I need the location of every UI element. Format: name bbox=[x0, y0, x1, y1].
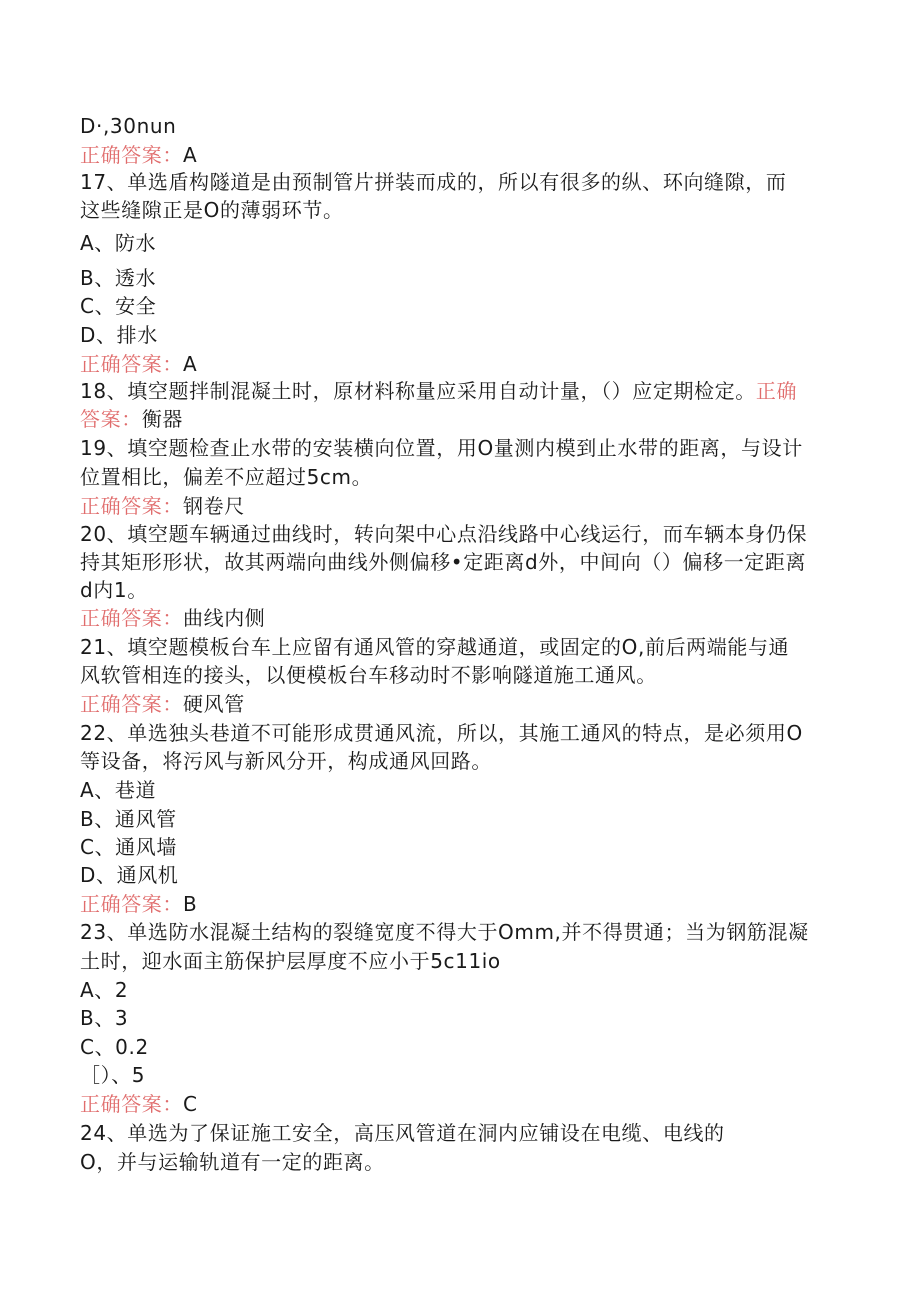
option-b: B、3 bbox=[80, 1006, 129, 1030]
answer-line-17 bbox=[80, 350, 840, 378]
option-a: A、2 bbox=[80, 978, 129, 1002]
answer-value: A bbox=[183, 143, 198, 167]
answer-value: 曲线内侧 bbox=[183, 606, 266, 630]
option-a: A、巷道 bbox=[80, 778, 157, 802]
option-c: C、安全 bbox=[80, 294, 157, 318]
answer-line-18 bbox=[80, 405, 840, 433]
answer-line-20 bbox=[80, 604, 840, 632]
question-20-line-1: 20、填空题车辆通过曲线时，转向架中心点沿线路中心线运行，而车辆本身仍保 bbox=[80, 522, 808, 546]
question-19-line-2: 位置相比，偏差不应超过5cm。 bbox=[80, 465, 373, 489]
answer-label: 正确答案： bbox=[80, 143, 183, 167]
answer-value: C bbox=[183, 1092, 198, 1116]
answer-label: 正确答案： bbox=[80, 892, 183, 916]
question-24-line-1: 24、单选为了保证施工安全，高压风管道在洞内应铺设在电缆、电线的 bbox=[80, 1121, 725, 1145]
answer-label-part: 正确 bbox=[755, 379, 798, 403]
answer-line-23 bbox=[80, 1090, 840, 1118]
question-19-line-1: 19、填空题检查止水带的安装横向位置，用O量测内模到止水带的距离，与设计 bbox=[80, 436, 803, 460]
answer-value: A bbox=[183, 352, 198, 376]
answer-line-22 bbox=[80, 890, 840, 918]
answer-value: 钢卷尺 bbox=[183, 494, 245, 518]
option-d-prev: D·,30nun bbox=[80, 114, 177, 138]
answer-label: 正确答案： bbox=[80, 1092, 183, 1116]
question-21-line-2: 风软管相连的接头，以便模板台车移动时不影响隧道施工通风。 bbox=[80, 663, 657, 687]
answer-line-19 bbox=[80, 492, 840, 520]
question-22-line-1: 22、单选独头巷道不可能形成贯通风流，所以，其施工通风的特点，是必须用O bbox=[80, 721, 803, 745]
answer-line-16 bbox=[80, 141, 840, 169]
question-20-line-2: 持其矩形形状，故其两端向曲线外侧偏移•定距离d外，中间向（）偏移一定距离 bbox=[80, 550, 807, 574]
question-23-line-2: 土时，迎水面主筋保护层厚度不应小于5c11io bbox=[80, 949, 501, 973]
option-b: B、透水 bbox=[80, 266, 157, 290]
question-text: 18、填空题拌制混凝土时，原材料称量应采用自动计量，（）应定期检定。 bbox=[80, 379, 756, 403]
option-b: B、通风管 bbox=[80, 807, 177, 831]
question-21-line-1: 21、填空题模板台车上应留有通风管的穿越通道，或固定的O,前后两端能与通 bbox=[80, 635, 790, 659]
option-c: C、0.2 bbox=[80, 1035, 149, 1059]
option-a: A、防水 bbox=[80, 231, 157, 255]
option-d: D、排水 bbox=[80, 323, 158, 347]
answer-label: 正确答案： bbox=[80, 692, 183, 716]
answer-value: B bbox=[183, 892, 198, 916]
option-d: D、通风机 bbox=[80, 863, 179, 887]
question-17-line-1: 17、单选盾构隧道是由预制管片拼装而成的，所以有很多的纵、环向缝隙，而 bbox=[80, 170, 787, 194]
question-17-line-2: 这些缝隙正是O的薄弱环节。 bbox=[80, 198, 344, 222]
question-24-line-2: O，并与运输轨道有一定的距离。 bbox=[80, 1150, 385, 1174]
question-22-line-2: 等设备，将污风与新风分开，构成通风回路。 bbox=[80, 749, 492, 773]
option-c: C、通风墙 bbox=[80, 835, 177, 859]
answer-value: 衡器 bbox=[141, 407, 184, 431]
answer-label: 正确答案： bbox=[80, 606, 183, 630]
question-23-line-1: 23、单选防水混凝土结构的裂缝宽度不得大于Omm,并不得贯通；当为钢筋混凝 bbox=[80, 920, 809, 944]
question-20-line-3: d内1。 bbox=[80, 578, 148, 602]
question-18-line-1 bbox=[80, 377, 840, 405]
answer-label: 正确答案： bbox=[80, 494, 183, 518]
answer-value: 硬风管 bbox=[183, 692, 245, 716]
answer-line-21 bbox=[80, 690, 840, 718]
answer-label-part: 答案： bbox=[80, 407, 142, 431]
answer-label: 正确答案： bbox=[80, 352, 183, 376]
option-d: ［）、5 bbox=[80, 1063, 146, 1087]
